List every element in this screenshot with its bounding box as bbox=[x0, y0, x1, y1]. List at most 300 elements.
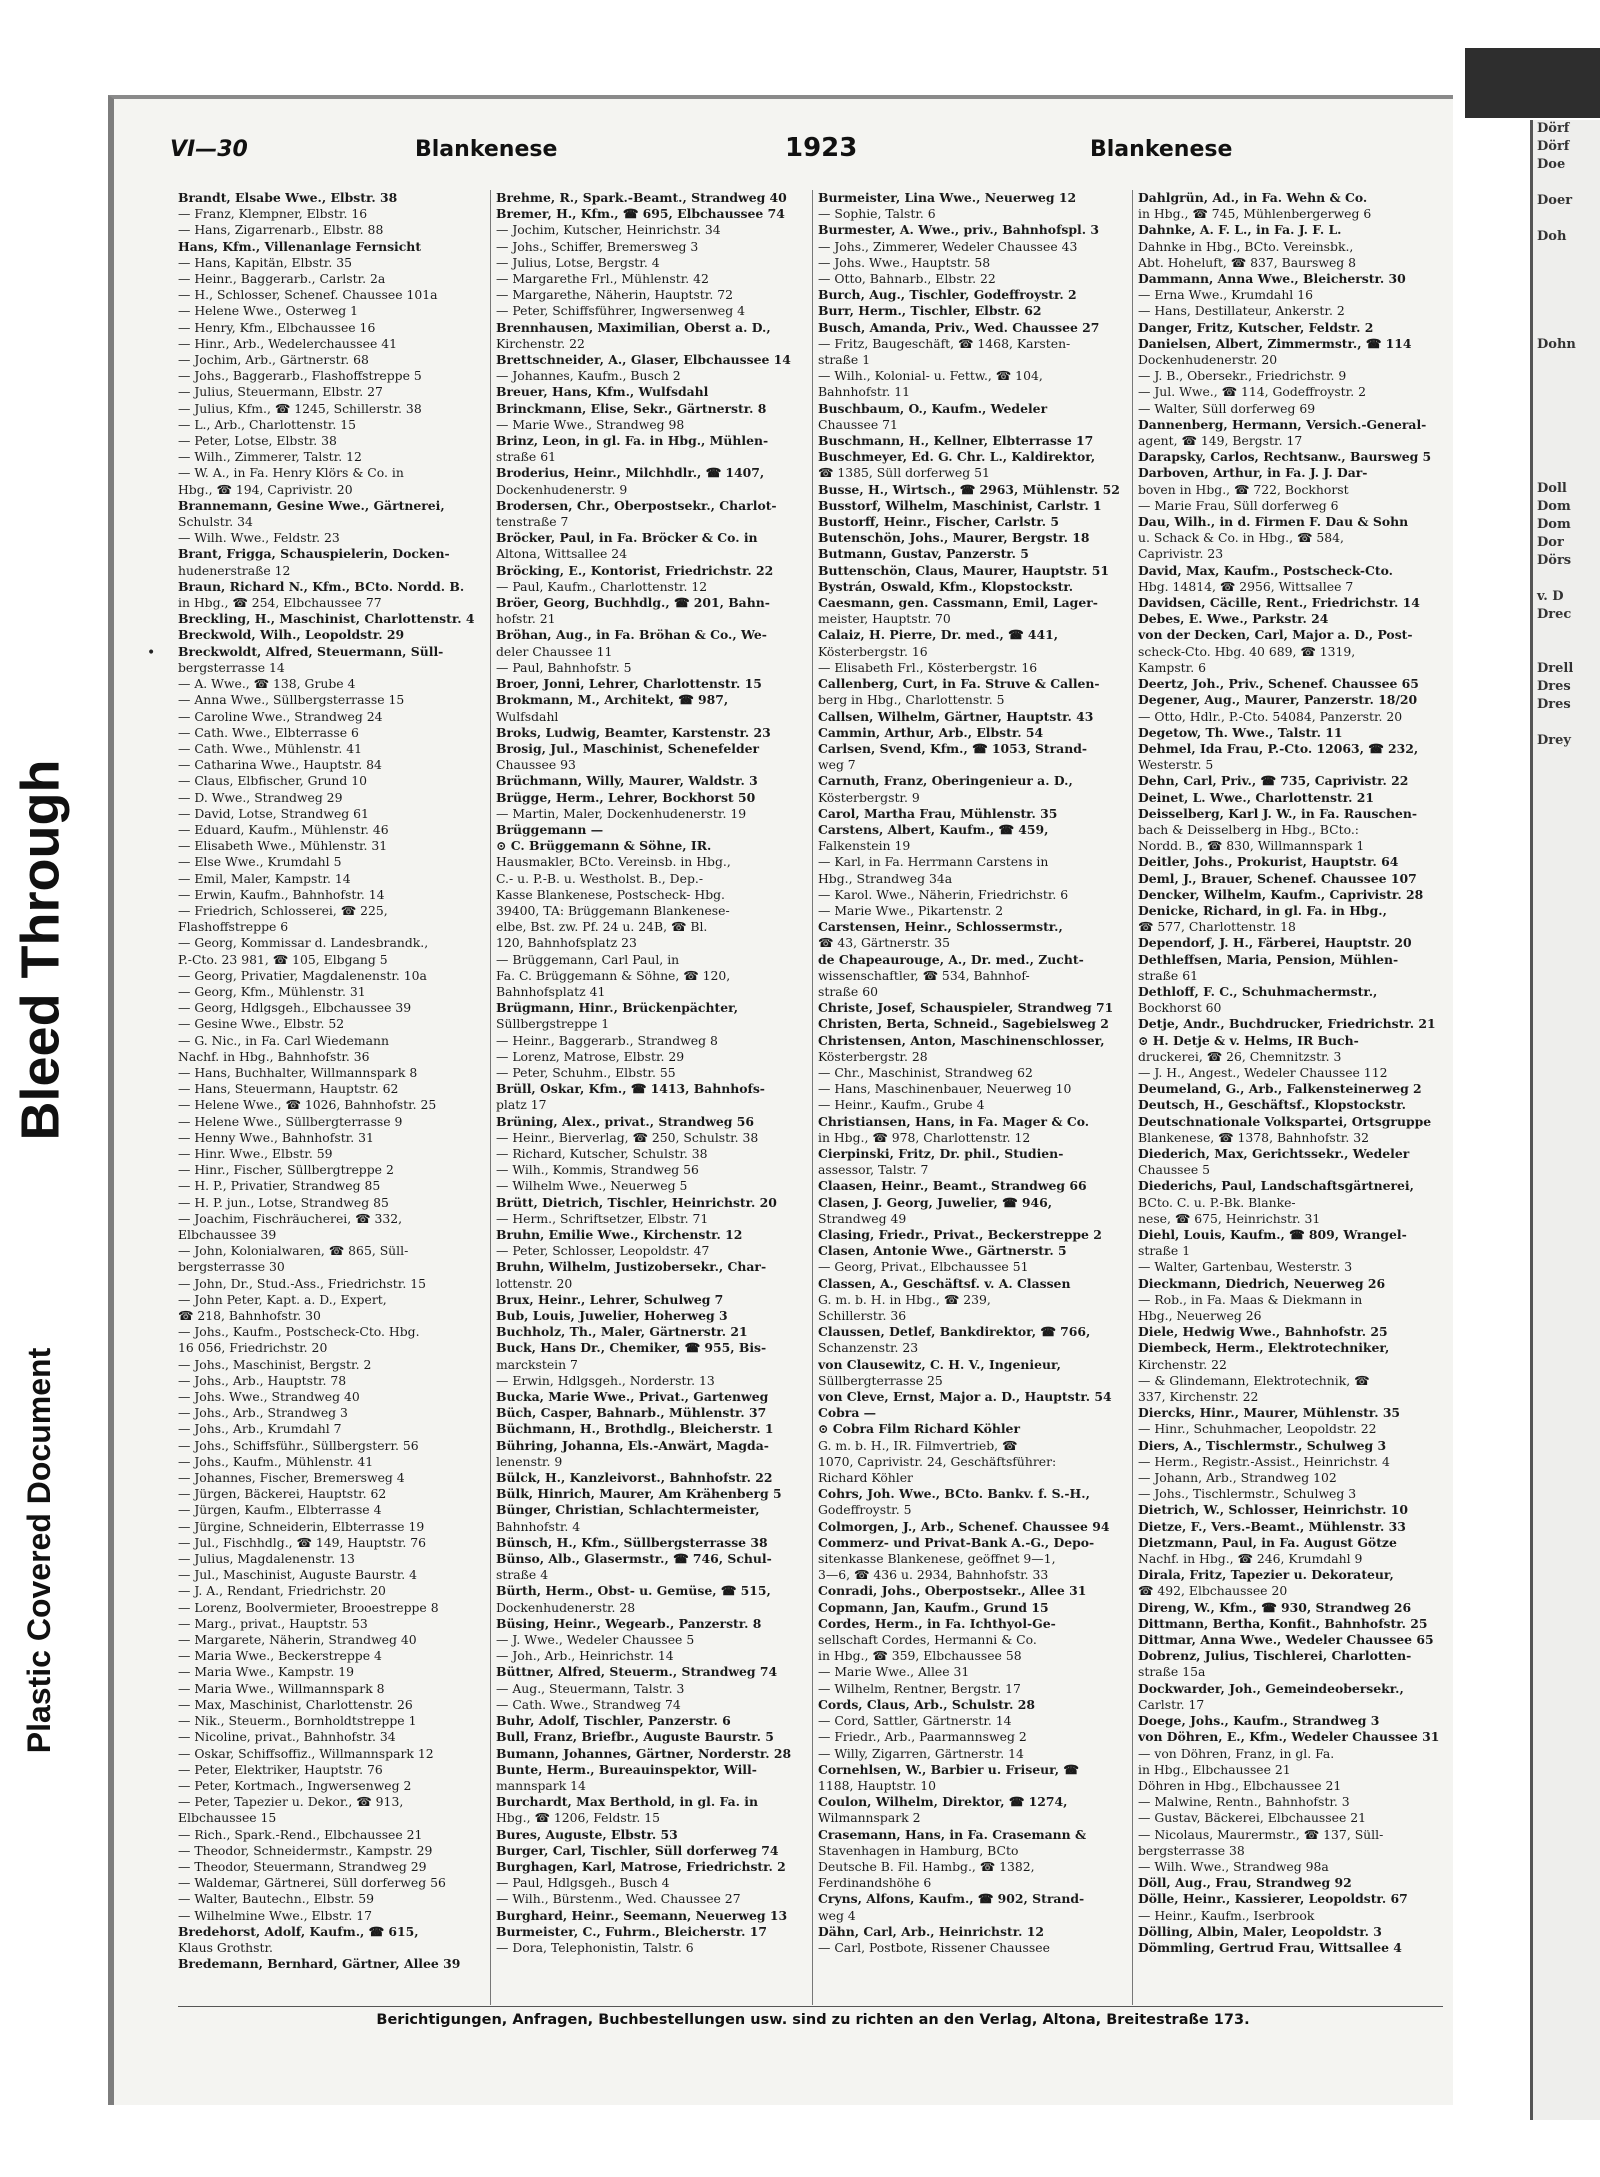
directory-entry: — Marie Wwe., Allee 31 bbox=[818, 1664, 970, 1680]
directory-entry: — Johs., Tischlermstr., Schulweg 3 bbox=[1138, 1486, 1357, 1502]
directory-entry: Dencker, Wilhelm, Kaufm., Caprivistr. 28 bbox=[1138, 886, 1424, 902]
directory-entry: — Wilh. Wwe., Feldstr. 23 bbox=[178, 530, 340, 546]
directory-entry: straße 61 bbox=[1138, 967, 1198, 983]
directory-entry: — Henny Wwe., Bahnhofstr. 31 bbox=[178, 1129, 374, 1145]
directory-entry: — Julius, Steuermann, Elbstr. 27 bbox=[178, 384, 383, 400]
directory-entry: in Hbg., ☎ 745, Mühlenbergerweg 6 bbox=[1138, 206, 1372, 222]
directory-entry: — Wilhelmine Wwe., Elbstr. 17 bbox=[178, 1907, 372, 1923]
directory-entry: in Hbg., ☎ 978, Charlottenstr. 12 bbox=[818, 1129, 1031, 1145]
directory-entry: — Heinr., Kaufm., Grube 4 bbox=[818, 1097, 985, 1113]
directory-entry: — John, Dr., Stud.-Ass., Friedrichstr. 15 bbox=[178, 1275, 426, 1291]
directory-entry: Burmester, A. Wwe., priv., Bahnhofspl. 3 bbox=[818, 222, 1099, 238]
directory-entry: — Maria Wwe., Willmannspark 8 bbox=[178, 1680, 385, 1696]
directory-entry: Carlsen, Svend, Kfm., ☎ 1053, Strand- bbox=[818, 740, 1088, 756]
directory-entry: — Jürgen, Kaufm., Elbterrasse 4 bbox=[178, 1502, 382, 1518]
directory-entry: — Catharina Wwe., Hauptstr. 84 bbox=[178, 757, 382, 773]
directory-entry: — Wilh., Bürstenm., Wed. Chaussee 27 bbox=[496, 1891, 741, 1907]
directory-entry: in Hbg., Elbchaussee 21 bbox=[1138, 1761, 1291, 1777]
directory-entry: — Paul, Bahnhofstr. 5 bbox=[496, 659, 632, 675]
directory-entry: Schulstr. 34 bbox=[178, 514, 253, 530]
directory-entry: Direng, W., Kfm., ☎ 930, Strandweg 26 bbox=[1138, 1599, 1412, 1615]
directory-entry: Breckwoldt, Alfred, Steuermann, Süll- bbox=[178, 643, 444, 659]
directory-entry: Bunte, Herm., Bureauinspektor, Will- bbox=[496, 1761, 757, 1777]
directory-entry: — Jürgine, Schneiderin, Elbterrasse 19 bbox=[178, 1518, 425, 1534]
directory-entry: — Franz, Klempner, Elbstr. 16 bbox=[178, 206, 368, 222]
directory-entry: Detje, Andr., Buchdrucker, Friedrichstr. 21 bbox=[1138, 1016, 1436, 1032]
directory-entry: — Heinr., Baggerarb., Strandweg 8 bbox=[496, 1032, 718, 1048]
directory-entry: — Johs., Arb., Krumdahl 7 bbox=[178, 1421, 342, 1437]
directory-entry: Diercks, Hinr., Maurer, Mühlenstr. 35 bbox=[1138, 1405, 1401, 1421]
directory-entry: Dahlgrün, Ad., in Fa. Wehn & Co. bbox=[1138, 190, 1368, 205]
directory-entry: straße 15a bbox=[1138, 1664, 1206, 1680]
directory-entry: Kösterbergstr. 16 bbox=[818, 643, 928, 659]
directory-entry: BCto. C. u. P.-Bk. Blanke- bbox=[1138, 1194, 1296, 1210]
directory-entry: Bustorff, Heinr., Fischer, Carlstr. 5 bbox=[818, 514, 1060, 530]
adjacent-page-text bbox=[1533, 300, 1600, 318]
directory-entry: — Lorenz, Boolvermieter, Brooestreppe 8 bbox=[178, 1599, 439, 1615]
directory-entry: Doege, Johs., Kaufm., Strandweg 3 bbox=[1138, 1713, 1380, 1729]
directory-entry: Dietzmann, Paul, in Fa. August Götze bbox=[1138, 1534, 1397, 1550]
directory-entry: — Margarethe, Näherin, Hauptstr. 72 bbox=[496, 287, 733, 303]
directory-entry: — Jul., Fischhdlg., ☎ 149, Hauptstr. 76 bbox=[178, 1534, 427, 1550]
directory-entry: Coulon, Wilhelm, Direktor, ☎ 1274, bbox=[818, 1794, 1068, 1810]
directory-entry: Brüchmann, Willy, Maurer, Waldstr. 3 bbox=[496, 773, 758, 789]
directory-entry: Strandweg 49 bbox=[818, 1210, 907, 1226]
directory-entry: Hbg. 14814, ☎ 2956, Wittsallee 7 bbox=[1138, 578, 1354, 594]
directory-entry: — Johs., Arb., Strandweg 3 bbox=[178, 1405, 348, 1421]
directory-entry: Deutsche B. Fil. Hambg., ☎ 1382, bbox=[818, 1858, 1035, 1874]
directory-entry: Dirala, Fritz, Tapezier u. Dekorateur, bbox=[1138, 1567, 1394, 1583]
directory-entry: — Max, Maschinist, Charlottenstr. 26 bbox=[178, 1696, 413, 1712]
directory-entry: Süllbergterrasse 25 bbox=[818, 1372, 943, 1388]
directory-entry: — Emil, Maler, Kampstr. 14 bbox=[178, 870, 351, 886]
directory-entry: ☎ 492, Elbchaussee 20 bbox=[1138, 1583, 1288, 1599]
directory-entry: — Peter, Schlosser, Leopoldstr. 47 bbox=[496, 1243, 710, 1259]
directory-entry: straße 4 bbox=[496, 1567, 549, 1583]
directory-entry: Bröhan, Aug., in Fa. Bröhan & Co., We- bbox=[496, 627, 767, 643]
directory-entry: Nachf. in Hbg., ☎ 246, Krumdahl 9 bbox=[1138, 1551, 1363, 1567]
directory-entry: Kirchenstr. 22 bbox=[496, 335, 585, 351]
directory-entry: — A. Wwe., ☎ 138, Grube 4 bbox=[178, 676, 356, 692]
directory-entry: Cobra — bbox=[818, 1405, 877, 1421]
directory-entry: — Johs. Wwe., Hauptstr. 58 bbox=[818, 254, 991, 270]
directory-entry: Deutschnationale Volkspartei, Ortsgruppe bbox=[1138, 1113, 1432, 1129]
directory-entry: Buschmeyer, Ed. G. Chr. L., Kaldirektor, bbox=[818, 449, 1096, 465]
directory-entry: Klaus Grothstr. bbox=[178, 1939, 273, 1955]
directory-entry: Chaussee 93 bbox=[496, 757, 576, 773]
directory-entry: — Erna Wwe., Krumdahl 16 bbox=[1138, 287, 1313, 303]
directory-entry: Buschbaum, O., Kaufm., Wedeler bbox=[818, 400, 1048, 416]
directory-entry: Hausmakler, BCto. Vereinsb. in Hbg., bbox=[496, 854, 731, 870]
directory-entry: Falkenstein 19 bbox=[818, 838, 911, 854]
directory-entry: Cammin, Arthur, Arb., Elbstr. 54 bbox=[818, 724, 1044, 740]
directory-entry: Broer, Jonni, Lehrer, Charlottenstr. 15 bbox=[496, 676, 762, 692]
directory-entry: Dockwarder, Joh., Gemeindeobersekr., bbox=[1138, 1680, 1404, 1696]
directory-entry: P.-Cto. 23 981, ☎ 105, Elbgang 5 bbox=[178, 951, 388, 967]
directory-entry: — Wilh., Kommis, Strandweg 56 bbox=[496, 1162, 699, 1178]
directory-entry: Davidsen, Cäcille, Rent., Friedrichstr. 14 bbox=[1138, 595, 1420, 611]
directory-entry: Döll, Aug., Frau, Strandweg 92 bbox=[1138, 1875, 1352, 1891]
directory-entry: Dependorf, J. H., Färberei, Hauptstr. 20 bbox=[1138, 935, 1412, 951]
directory-entry: 16 056, Friedrichstr. 20 bbox=[178, 1340, 328, 1356]
directory-entry: — Otto, Bahnarb., Elbstr. 22 bbox=[818, 271, 996, 287]
directory-entry: — Julius, Magdalenenstr. 13 bbox=[178, 1551, 355, 1567]
directory-entry: Broks, Ludwig, Beamter, Karstenstr. 23 bbox=[496, 724, 771, 740]
directory-entry: — Johannes, Fischer, Bremersweg 4 bbox=[178, 1470, 405, 1486]
directory-entry: Debes, E. Wwe., Parkstr. 24 bbox=[1138, 611, 1329, 627]
directory-entry: Dau, Wilh., in d. Firmen F. Dau & Sohn bbox=[1138, 514, 1409, 530]
directory-entry: Deinet, L. Wwe., Charlottenstr. 21 bbox=[1138, 789, 1375, 805]
directory-entry: Copmann, Jan, Kaufm., Grund 15 bbox=[818, 1599, 1049, 1615]
directory-entry: G. m. b. H. in Hbg., ☎ 239, bbox=[818, 1291, 991, 1307]
adjacent-page-text: Drey bbox=[1537, 733, 1571, 748]
directory-entry: 1188, Hauptstr. 10 bbox=[818, 1777, 937, 1793]
directory-entry: Ferdinandshöhe 6 bbox=[818, 1875, 932, 1891]
directory-entry: Diederichs, Paul, Landschaftsgärtnerei, bbox=[1138, 1178, 1414, 1194]
directory-entry: — D. Wwe., Strandweg 29 bbox=[178, 789, 343, 805]
adjacent-page-text: Doh bbox=[1537, 229, 1567, 244]
directory-entry: Dieckmann, Diedrich, Neuerweg 26 bbox=[1138, 1275, 1386, 1291]
directory-entry: — Hans, Kapitän, Elbstr. 35 bbox=[178, 254, 352, 270]
directory-entry: Dammann, Anna Wwe., Bleicherstr. 30 bbox=[1138, 271, 1406, 287]
directory-entry: Richard Köhler bbox=[818, 1470, 913, 1486]
directory-entry: Callsen, Wilhelm, Gärtner, Hauptstr. 43 bbox=[818, 708, 1094, 724]
directory-entry: — Elisabeth Frl., Kösterbergstr. 16 bbox=[818, 659, 1038, 675]
directory-entry: — Walter, Süll dorferweg 69 bbox=[1138, 400, 1316, 416]
directory-entry: — Maria Wwe., Kampstr. 19 bbox=[178, 1664, 354, 1680]
directory-entry: sellschaft Cordes, Hermanni & Co. bbox=[818, 1632, 1037, 1648]
adjacent-page-text bbox=[1533, 282, 1600, 300]
directory-entry: Dölle, Heinr., Kassierer, Leopoldstr. 67 bbox=[1138, 1891, 1408, 1907]
directory-entry: — Johs., Baggerarb., Flashoffstreppe 5 bbox=[178, 368, 422, 384]
directory-entry: Brügmann, Hinr., Brückenpächter, bbox=[496, 1000, 739, 1016]
directory-entry: tenstraße 7 bbox=[496, 514, 569, 530]
directory-entry: Bünger, Christian, Schlachtermeister, bbox=[496, 1502, 760, 1518]
directory-entry: — Hans, Buchhalter, Willmannspark 8 bbox=[178, 1064, 418, 1080]
directory-entry: 120, Bahnhofsplatz 23 bbox=[496, 935, 637, 951]
adjacent-page-text bbox=[1533, 426, 1600, 444]
directory-entry: Classen, A., Geschäftsf. v. A. Classen bbox=[818, 1275, 1071, 1291]
directory-entry: 39400, TA: Brüggemann Blankenese- bbox=[496, 902, 730, 918]
directory-entry: — Georg, Kommissar d. Landesbrandk., bbox=[178, 935, 429, 951]
directory-entry: — Herm., Registr.-Assist., Heinrichstr. 4 bbox=[1138, 1453, 1390, 1469]
directory-entry: — Lorenz, Matrose, Elbstr. 29 bbox=[496, 1048, 685, 1064]
directory-entry: lottenstr. 20 bbox=[496, 1275, 573, 1291]
directory-entry: Kampstr. 6 bbox=[1138, 659, 1206, 675]
directory-entry: — Cath. Wwe., Mühlenstr. 41 bbox=[178, 740, 362, 756]
directory-entry: Brinz, Leon, in gl. Fa. in Hbg., Mühlen- bbox=[496, 433, 769, 449]
directory-entry: — Else Wwe., Krumdahl 5 bbox=[178, 854, 342, 870]
directory-entry: Butmann, Gustav, Panzerstr. 5 bbox=[818, 546, 1029, 562]
column-rule bbox=[490, 190, 491, 2005]
directory-entry: Brosig, Jul., Maschinist, Schenefelder bbox=[496, 740, 760, 756]
adjacent-page-text: Doll bbox=[1537, 481, 1567, 496]
directory-column-3 bbox=[818, 190, 1123, 1956]
directory-entry: — Fritz, Baugeschäft, ☎ 1468, Karsten- bbox=[818, 335, 1071, 351]
directory-entry: Bull, Franz, Briefbr., Auguste Baurstr. 5 bbox=[496, 1729, 774, 1745]
directory-entry: Burger, Carl, Tischler, Süll dorferweg 74 bbox=[496, 1842, 779, 1858]
directory-entry: — L., Arb., Charlottenstr. 15 bbox=[178, 416, 356, 432]
directory-entry: — Johs., Arb., Hauptstr. 78 bbox=[178, 1372, 347, 1388]
directory-entry: — Erwin, Hdlgsgeh., Norderstr. 13 bbox=[496, 1372, 715, 1388]
directory-entry: Deml, J., Brauer, Schenef. Chaussee 107 bbox=[1138, 870, 1417, 886]
directory-entry: hudenerstraße 12 bbox=[178, 562, 291, 578]
directory-entry: Carstensen, Heinr., Schlossermstr., bbox=[818, 919, 1063, 935]
directory-entry: — Peter, Tapezier u. Dekor., ☎ 913, bbox=[178, 1794, 404, 1810]
directory-entry: Carlstr. 17 bbox=[1138, 1696, 1205, 1712]
directory-entry: — Johs., Kaufm., Mühlenstr. 41 bbox=[178, 1453, 374, 1469]
directory-entry: — Erwin, Kaufm., Bahnhofstr. 14 bbox=[178, 886, 385, 902]
directory-entry: Blankenese, ☎ 1378, Bahnhofstr. 32 bbox=[1138, 1129, 1369, 1145]
directory-entry: — H., Schlosser, Schenef. Chaussee 101a bbox=[178, 287, 438, 303]
directory-entry: Buhr, Adolf, Tischler, Panzerstr. 6 bbox=[496, 1713, 731, 1729]
directory-entry: — Richard, Kutscher, Schulstr. 38 bbox=[496, 1145, 708, 1161]
directory-entry: bach & Deisselberg in Hbg., BCto.: bbox=[1138, 821, 1359, 837]
directory-entry: Claussen, Detlef, Bankdirektor, ☎ 766, bbox=[818, 1324, 1091, 1340]
directory-entry: Christiansen, Hans, in Fa. Mager & Co. bbox=[818, 1113, 1090, 1129]
directory-entry: bergsterrasse 38 bbox=[1138, 1842, 1245, 1858]
directory-column-4 bbox=[1138, 190, 1443, 1956]
directory-entry: — Johs., Maschinist, Bergstr. 2 bbox=[178, 1356, 372, 1372]
directory-entry: Hbg., Neuerweg 26 bbox=[1138, 1308, 1262, 1324]
directory-entry: Schillerstr. 36 bbox=[818, 1308, 907, 1324]
directory-entry: Altona, Wittsallee 24 bbox=[496, 546, 628, 562]
directory-entry: — Aug., Steuermann, Talstr. 3 bbox=[496, 1680, 685, 1696]
directory-entry: — Cath. Wwe., Elbterrasse 6 bbox=[178, 724, 359, 740]
directory-entry: Elbchaussee 15 bbox=[178, 1810, 277, 1826]
directory-entry: Brandt, Elsabe Wwe., Elbstr. 38 bbox=[178, 190, 398, 205]
directory-entry: ⊙ H. Detje & v. Helms, IR Buch- bbox=[1138, 1032, 1359, 1048]
directory-entry: hofstr. 21 bbox=[496, 611, 556, 627]
directory-entry: Burghagen, Karl, Matrose, Friedrichstr. 2 bbox=[496, 1858, 786, 1874]
directory-entry: Godeffroystr. 5 bbox=[818, 1502, 912, 1518]
adjacent-page-text bbox=[1533, 444, 1600, 462]
directory-entry: ⊙ C. Brüggemann & Söhne, IR. bbox=[496, 838, 712, 854]
directory-entry: — Wilh., Kolonial- u. Fettw., ☎ 104, bbox=[818, 368, 1043, 384]
adjacent-page-text bbox=[1533, 462, 1600, 480]
directory-entry: Clasen, J. Georg, Juwelier, ☎ 946, bbox=[818, 1194, 1053, 1210]
directory-entry: — Martin, Maler, Dockenhudenerstr. 19 bbox=[496, 805, 747, 821]
directory-entry: Brinckmann, Elise, Sekr., Gärtnerstr. 8 bbox=[496, 400, 767, 416]
directory-entry: — Hans, Maschinenbauer, Neuerweg 10 bbox=[818, 1081, 1072, 1097]
directory-entry: Büch, Casper, Bahnarb., Mühlenstr. 37 bbox=[496, 1405, 767, 1421]
directory-entry: — Rich., Spark.-Rend., Elbchaussee 21 bbox=[178, 1826, 423, 1842]
adjacent-page-text: Drell bbox=[1537, 661, 1574, 676]
directory-entry: — Julius, Kfm., ☎ 1245, Schillerstr. 38 bbox=[178, 400, 422, 416]
directory-entry: — Marie Frau, Süll dorferweg 6 bbox=[1138, 497, 1339, 513]
directory-entry: G. m. b. H., IR. Filmvertrieb, ☎ bbox=[818, 1437, 1018, 1453]
adjacent-page-text: v. D bbox=[1537, 589, 1564, 604]
directory-entry: Danielsen, Albert, Zimmermstr., ☎ 114 bbox=[1138, 335, 1412, 351]
directory-entry: — von Döhren, Franz, in gl. Fa. bbox=[1138, 1745, 1335, 1761]
adjacent-page-text bbox=[1533, 246, 1600, 264]
directory-entry: — Nik., Steuerm., Bornholdtstreppe 1 bbox=[178, 1713, 417, 1729]
directory-entry: Cierpinski, Fritz, Dr. phil., Studien- bbox=[818, 1145, 1064, 1161]
directory-entry: Burmeister, Lina Wwe., Neuerweg 12 bbox=[818, 190, 1077, 205]
directory-entry: Darboven, Arthur, in Fa. J. J. Dar- bbox=[1138, 465, 1368, 481]
directory-entry: Christensen, Anton, Maschinenschlosser, bbox=[818, 1032, 1105, 1048]
directory-entry: — Marg., privat., Hauptstr. 53 bbox=[178, 1615, 368, 1631]
directory-entry: — J. Wwe., Wedeler Chaussee 5 bbox=[496, 1632, 695, 1648]
directory-entry: Brüning, Alex., privat., Strandweg 56 bbox=[496, 1113, 755, 1129]
adjacent-page-text: Dörs bbox=[1537, 553, 1572, 568]
directory-entry: Diers, A., Tischlermstr., Schulweg 3 bbox=[1138, 1437, 1387, 1453]
adjacent-page-edge bbox=[1530, 120, 1600, 2120]
directory-entry: — Eduard, Kaufm., Mühlenstr. 46 bbox=[178, 821, 389, 837]
directory-entry: Brüll, Oskar, Kfm., ☎ 1413, Bahnhofs- bbox=[496, 1081, 765, 1097]
adjacent-page-text: Dörf bbox=[1537, 121, 1570, 136]
directory-entry: Deumeland, G., Arb., Falkensteinerweg 2 bbox=[1138, 1081, 1422, 1097]
directory-entry: in Hbg., ☎ 254, Elbchaussee 77 bbox=[178, 595, 382, 611]
directory-entry: Bünso, Alb., Glasermstr., ☎ 746, Schul- bbox=[496, 1551, 772, 1567]
directory-entry: Deertz, Joh., Priv., Schenef. Chaussee 65 bbox=[1138, 676, 1419, 692]
directory-entry: — Johs., Kaufm., Postscheck-Cto. Hbg. bbox=[178, 1324, 420, 1340]
adjacent-page-text: Doe bbox=[1537, 157, 1566, 172]
directory-entry: Buck, Hans Dr., Chemiker, ☎ 955, Bis- bbox=[496, 1340, 767, 1356]
adjacent-page-text: Dörf bbox=[1537, 139, 1570, 154]
directory-entry: straße 61 bbox=[496, 449, 556, 465]
directory-entry: Commerz- und Privat-Bank A.-G., Depo- bbox=[818, 1534, 1095, 1550]
directory-entry: Elbchaussee 39 bbox=[178, 1227, 277, 1242]
directory-entry: Dietrich, W., Schlosser, Heinrichstr. 10 bbox=[1138, 1502, 1409, 1518]
directory-entry: — Waldemar, Gärtnerei, Süll dorferweg 56 bbox=[178, 1875, 446, 1891]
directory-entry: Darapsky, Carlos, Rechtsanw., Baursweg 5 bbox=[1138, 449, 1432, 465]
directory-entry: Cohrs, Joh. Wwe., BCto. Bankv. f. S.-H., bbox=[818, 1486, 1090, 1502]
directory-entry: Nachf. in Hbg., Bahnhofstr. 36 bbox=[178, 1048, 370, 1064]
directory-entry: — Jul. Wwe., ☎ 114, Godeffroystr. 2 bbox=[1138, 384, 1366, 400]
directory-entry: Caprivistr. 23 bbox=[1138, 546, 1224, 562]
adjacent-page-text bbox=[1533, 354, 1600, 372]
directory-entry: straße 1 bbox=[1138, 1243, 1191, 1259]
header-place-right: Blankenese bbox=[1090, 137, 1233, 162]
directory-entry: Bremer, H., Kfm., ☎ 695, Elbchaussee 74 bbox=[496, 206, 785, 222]
header-year: 1923 bbox=[785, 133, 858, 163]
directory-entry: Dahnke, A. F. L., in Fa. J. F. L. bbox=[1138, 222, 1342, 238]
directory-entry: Calaiz, H. Pierre, Dr. med., ☎ 441, bbox=[818, 627, 1059, 643]
adjacent-page-text bbox=[1533, 408, 1600, 426]
directory-entry: Bures, Auguste, Elbstr. 53 bbox=[496, 1826, 678, 1842]
directory-entry: Büttner, Alfred, Steuerm., Strandweg 74 bbox=[496, 1664, 778, 1680]
directory-entry: elbe, Bst. zw. Pf. 24 u. 24B, ☎ Bl. bbox=[496, 919, 708, 935]
directory-entry: scheck-Cto. Hbg. 40 689, ☎ 1319, bbox=[1138, 643, 1356, 659]
directory-entry: — G. Nic., in Fa. Carl Wiedemann bbox=[178, 1032, 389, 1048]
directory-entry: Brokmann, M., Architekt, ☎ 987, bbox=[496, 692, 729, 708]
adjacent-page-text bbox=[1533, 210, 1600, 228]
directory-entry: — Gesine Wwe., Elbstr. 52 bbox=[178, 1016, 345, 1032]
directory-entry: Chaussee 71 bbox=[818, 416, 898, 432]
directory-entry: Kösterbergstr. 9 bbox=[818, 789, 920, 805]
directory-entry: — Peter, Schuhm., Elbstr. 55 bbox=[496, 1064, 676, 1080]
directory-entry: marckstein 7 bbox=[496, 1356, 578, 1372]
adjacent-page-text bbox=[1533, 372, 1600, 390]
directory-entry: — Johs., Schiffsführ., Süllbergsterr. 56 bbox=[178, 1437, 419, 1453]
directory-entry: Süllbergstreppe 1 bbox=[496, 1016, 610, 1032]
directory-entry: — Wilh. Wwe., Strandweg 98a bbox=[1138, 1858, 1329, 1874]
directory-entry: Deisselberg, Karl J. W., in Fa. Rauschen- bbox=[1138, 805, 1418, 821]
directory-entry: ☎ 218, Bahnhofstr. 30 bbox=[178, 1308, 321, 1324]
directory-entry: Döhren in Hbg., Elbchaussee 21 bbox=[1138, 1777, 1342, 1793]
directory-entry: Cryns, Alfons, Kaufm., ☎ 902, Strand- bbox=[818, 1891, 1085, 1907]
directory-entry: straße 60 bbox=[818, 983, 878, 999]
directory-entry: Dockenhudenerstr. 20 bbox=[1138, 352, 1278, 368]
directory-entry: — Johs., Schiffer, Bremersweg 3 bbox=[496, 238, 699, 254]
directory-entry: Hbg., ☎ 194, Caprivistr. 20 bbox=[178, 481, 353, 497]
directory-entry: — Peter, Schiffsführer, Ingwersenweg 4 bbox=[496, 303, 745, 319]
directory-entry: Bucka, Marie Wwe., Privat., Gartenweg bbox=[496, 1389, 769, 1405]
directory-entry: von Clausewitz, C. H. V., Ingenieur, bbox=[818, 1356, 1061, 1372]
directory-entry: Cordes, Herm., in Fa. Ichthyol-Ge- bbox=[818, 1615, 1056, 1631]
adjacent-page-text bbox=[1533, 570, 1600, 588]
adjacent-page-text: Dres bbox=[1537, 679, 1571, 694]
page-header bbox=[170, 133, 1440, 169]
column-rule bbox=[1132, 190, 1133, 2005]
directory-column-1 bbox=[178, 190, 483, 1972]
directory-entry: — Georg, Kfm., Mühlenstr. 31 bbox=[178, 983, 366, 999]
directory-entry: Bredehorst, Adolf, Kaufm., ☎ 615, bbox=[178, 1923, 419, 1939]
directory-entry: Bröcker, Paul, in Fa. Bröcker & Co. in bbox=[496, 530, 758, 546]
directory-entry: — Maria Wwe., Beckerstreppe 4 bbox=[178, 1648, 382, 1664]
adjacent-page-text bbox=[1533, 624, 1600, 642]
adjacent-page-text bbox=[1533, 390, 1600, 408]
directory-entry: Hans, Kfm., Villenanlage Fernsicht bbox=[178, 238, 422, 254]
directory-entry: — W. A., in Fa. Henry Klörs & Co. in bbox=[178, 465, 404, 481]
directory-entry: — Georg, Privatier, Magdalenenstr. 10a bbox=[178, 967, 427, 983]
directory-entry: — Hinr., Fischer, Süllbergtreppe 2 bbox=[178, 1162, 394, 1178]
directory-entry: Bockhorst 60 bbox=[1138, 1000, 1222, 1016]
directory-entry: — Paul, Kaufm., Charlottenstr. 12 bbox=[496, 578, 708, 594]
directory-entry: 3—6, ☎ 436 u. 2934, Bahnhofstr. 33 bbox=[818, 1567, 1049, 1583]
directory-entry: straße 1 bbox=[818, 352, 871, 368]
directory-entry: — Wilh., Zimmerer, Talstr. 12 bbox=[178, 449, 362, 465]
directory-entry: Breckling, H., Maschinist, Charlottenstr. 4 bbox=[178, 611, 475, 627]
directory-entry: Buschmann, H., Kellner, Elbterrasse 17 bbox=[818, 433, 1094, 449]
directory-entry: — Helene Wwe., Süllbergterrasse 9 bbox=[178, 1113, 403, 1129]
directory-entry: Hbg., ☎ 1206, Feldstr. 15 bbox=[496, 1810, 660, 1826]
directory-entry: — H. P. jun., Lotse, Strandweg 85 bbox=[178, 1194, 389, 1210]
directory-entry: — J. B., Obersekr., Friedrichstr. 9 bbox=[1138, 368, 1347, 384]
directory-entry: Crasemann, Hans, in Fa. Crasemann & bbox=[818, 1826, 1087, 1842]
directory-entry: Dobrenz, Julius, Tischlerei, Charlotten- bbox=[1138, 1648, 1412, 1664]
directory-entry: — Julius, Lotse, Bergstr. 4 bbox=[496, 254, 660, 270]
directory-entry: Bumann, Johannes, Gärtner, Norderstr. 28 bbox=[496, 1745, 792, 1761]
directory-entry: Degener, Aug., Maurer, Panzerstr. 18/20 bbox=[1138, 692, 1418, 708]
directory-entry: — Carl, Postbote, Rissener Chaussee bbox=[818, 1939, 1050, 1955]
directory-entry: — Dora, Telephonistin, Talstr. 6 bbox=[496, 1939, 694, 1955]
directory-entry: — Peter, Kortmach., Ingwersenweg 2 bbox=[178, 1777, 412, 1793]
directory-entry: — Georg, Hdlgsgeh., Elbchaussee 39 bbox=[178, 1000, 412, 1016]
directory-entry: — Hinr., Arb., Wedelerchaussee 41 bbox=[178, 335, 397, 351]
directory-entry: Dannenberg, Hermann, Versich.-General- bbox=[1138, 416, 1427, 432]
directory-entry: platz 17 bbox=[496, 1097, 547, 1113]
directory-entry: — Johann, Arb., Strandweg 102 bbox=[1138, 1470, 1337, 1486]
directory-entry: David, Max, Kaufm., Postscheck-Cto. bbox=[1138, 562, 1393, 578]
directory-entry: — Johs., Zimmerer, Wedeler Chaussee 43 bbox=[818, 238, 1078, 254]
adjacent-page-text: Drec bbox=[1537, 607, 1572, 622]
page-number: VI—30 bbox=[170, 137, 248, 162]
directory-entry: — J. H., Angest., Wedeler Chaussee 112 bbox=[1138, 1064, 1388, 1080]
directory-entry: Conradi, Johs., Oberpostsekr., Allee 31 bbox=[818, 1583, 1087, 1599]
adjacent-page-text: Dohn bbox=[1537, 337, 1576, 352]
directory-entry: Clasing, Friedr., Privat., Beckerstreppe 2 bbox=[818, 1227, 1102, 1242]
directory-entry: Chaussee 5 bbox=[1138, 1162, 1211, 1178]
directory-entry: Bülck, H., Kanzleivorst., Bahnhofstr. 22 bbox=[496, 1470, 773, 1486]
directory-entry: — Helene Wwe., ☎ 1026, Bahnhofstr. 25 bbox=[178, 1097, 437, 1113]
header-place-left: Blankenese bbox=[415, 137, 558, 162]
directory-entry: — Elisabeth Wwe., Mühlenstr. 31 bbox=[178, 838, 388, 854]
directory-entry: Dähn, Carl, Arb., Heinrichstr. 12 bbox=[818, 1923, 1044, 1939]
directory-entry: — John Peter, Kapt. a. D., Expert, bbox=[178, 1291, 387, 1307]
directory-entry: Buchholz, Th., Maler, Gärtnerstr. 21 bbox=[496, 1324, 748, 1340]
